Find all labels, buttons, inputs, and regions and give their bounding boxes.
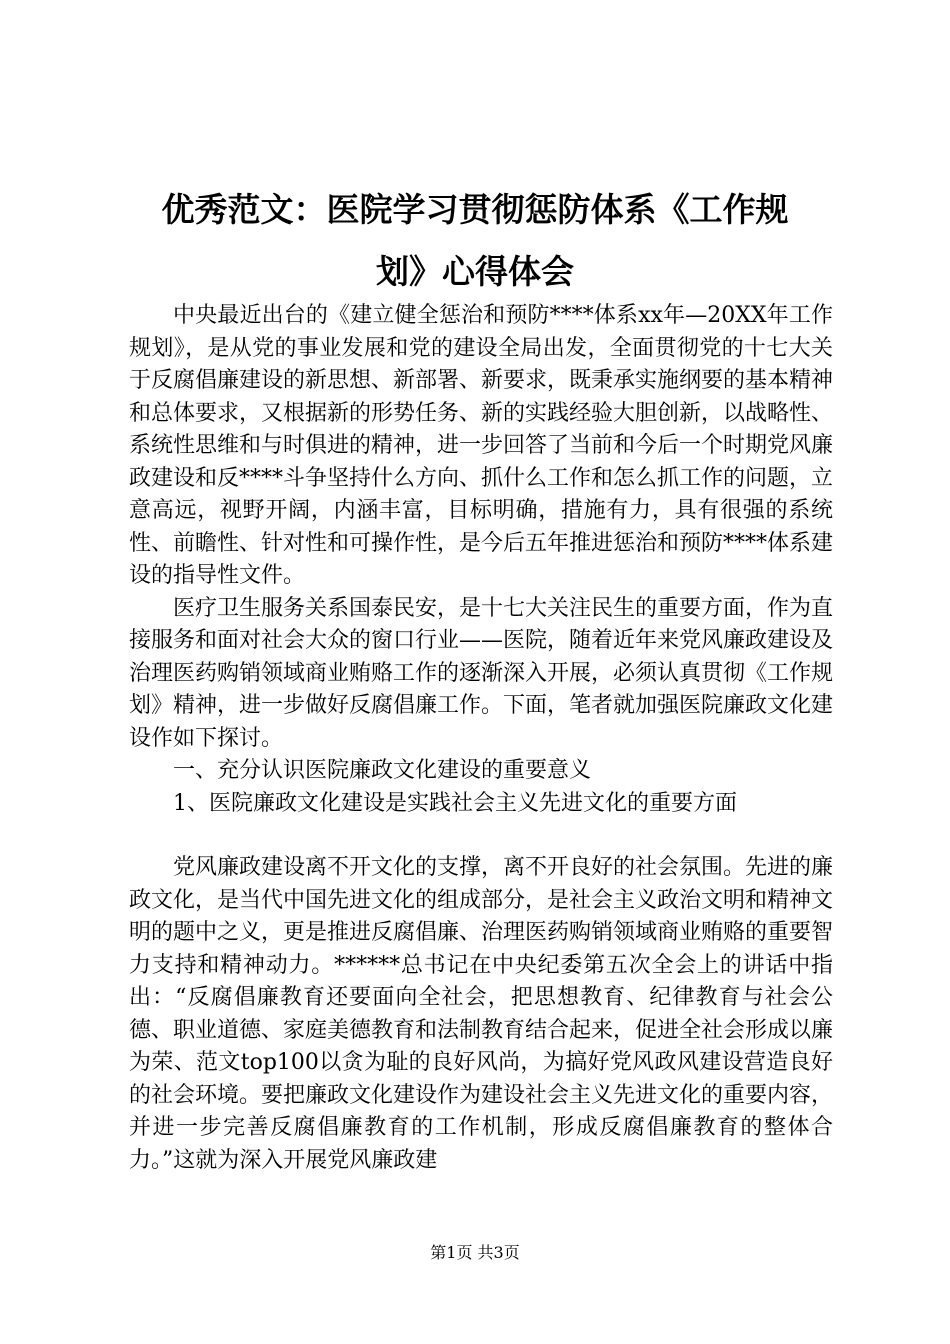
section-heading-1: 一、充分认识医院廉政文化建设的重要意义 xyxy=(173,758,592,783)
paragraph-1: 中央最近出台的《建立健全惩治和预防****体系xx年—20XX年工作规划》，是从党的事业发展和党的建设全局出发，全面贯彻党的十七大关于反腐倡廉建设的新思想、新部署、新要求，既秉承实施纲要的基本精神和总体要求，又根据新的形势任务、新的实践经验大胆创新，以战略性、系统性思维和与时俱进的精神，进一步回答了当前和今后一个时期党风廉政建设和反****斗争坚持什么方向、抓什么工作和怎么抓工作的问题，立意高远，视野开阔，内涵丰富，目标明确，措施有力，具有很强的系统性、前瞻性、针对性和可操作性，是今后五年推进惩治和预防****体系建设的指导性文件。 xyxy=(129,303,834,588)
document-title-line-2: 划》心得体会 xyxy=(376,252,574,291)
document-body xyxy=(129,300,833,1177)
blank-line xyxy=(129,820,833,852)
page-footer: 第1页 共3页 xyxy=(430,1243,520,1262)
paragraph-2: 医疗卫生服务关系国泰民安，是十七大关注民生的重要方面，作为直接服务和面对社会大众的窗口行业——医院，随着近年来党风廉政建设及治理医药购销领域商业贿赂工作的逐渐深入开展，必须认真贯彻《工作规划》精神，进一步做好反腐倡廉工作。下面，笔者就加强医院廉政文化建设作如下探讨。 xyxy=(129,595,834,751)
paragraph-3: 党风廉政建设离不开文化的支撑，离不开良好的社会氛围。先进的廉政文化，是当代中国先进文化的组成部分，是社会主义政治文明和精神文明的题中之义，更是推进反腐倡廉、治理医药购销领域商业贿赂的重要智力支持和精神动力。******总书记在中央纪委第五次全会上的讲话中指出：“反腐倡廉教育还要面向全社会，把思想教育、纪律教育与社会公德、职业道德、家庭美德教育和法制教育结合起来，促进全社会形成以廉为荣、范文top100以贪为耻的良好风尚，为搞好党风政风建设营造良好的社会环境。要把廉政文化建设作为建设社会主义先进文化的重要内容，并进一步完善反腐倡廉教育的工作机制，形成反腐倡廉教育的整体合力。”这就为深入开展党风廉政建 xyxy=(129,855,834,1173)
document-title-line-1: 优秀范文：医院学习贯彻惩防体系《工作规 xyxy=(161,190,789,229)
subsection-heading-1: 1、医院廉政文化建设是实践社会主义先进文化的重要方面 xyxy=(173,790,737,816)
